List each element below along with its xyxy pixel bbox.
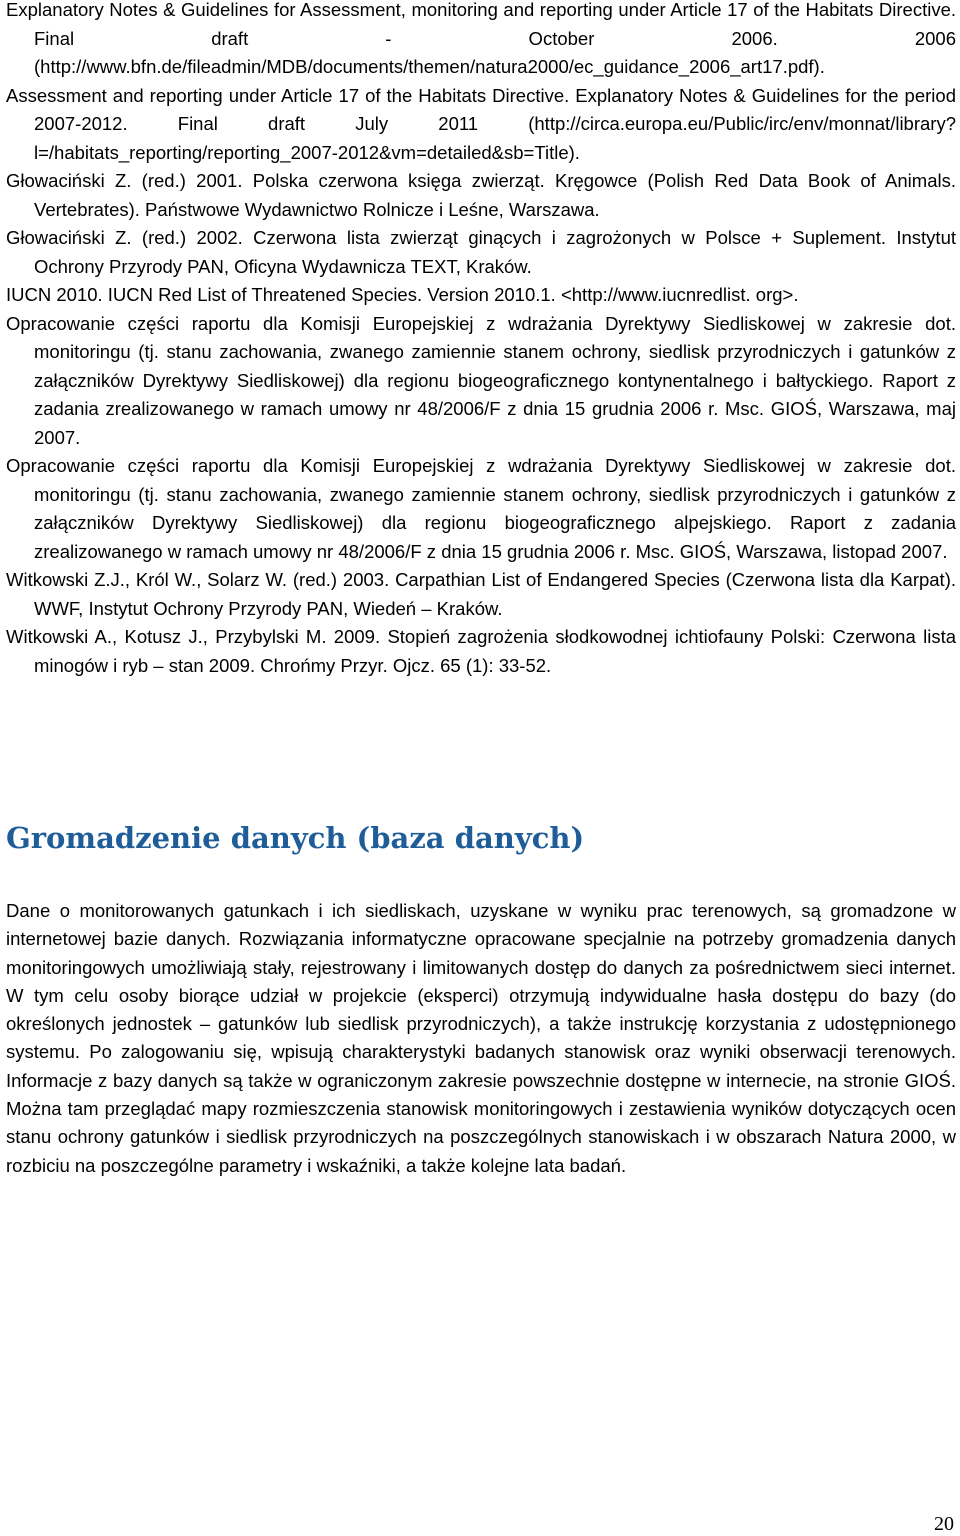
reference-list [6,0,956,680]
section-heading: Gromadzenie danych (baza danych) [6,821,585,855]
reference-item: Assessment and reporting under Article 17 of the Habitats Directive. Explanatory Notes & Guidelines for the period 2007-2012. Final draft July 2011 (http://circa.europa.eu/Public/irc/env/monnat/library?l=/habitats_reporting/reporting_2007-2012&vm=detailed&sb=Title). [6,84,956,163]
reference-item: Opracowanie części raportu dla Komisji Europejskiej z wdrażania Dyrektywy Siedliskowej w zakresie dot. monitoringu (tj. stanu zachowania, zwanego zamiennie stanem ochrony, siedlisk przyrodniczych i gatunków z załączników Dyrektywy Siedliskowej) dla regionu biogeograficznego kontynentalnego i bałtyckiego. Raport z zadania zrealizowanego w ramach umowy nr 48/2006/F z dnia 15 grudnia 2006 r. Msc. GIOŚ, Warszawa, maj 2007. [6,312,956,448]
reference-item: Opracowanie części raportu dla Komisji Europejskiej z wdrażania Dyrektywy Siedliskowej w zakresie dot. monitoringu (tj. stanu zachowania, zwanego zamiennie stanem ochrony, siedlisk przyrodniczych i gatunków z załączników Dyrektywy Siedliskowej) dla regionu biogeograficznego alpejskiego. Raport z zadania zrealizowanego w ramach umowy nr 48/2006/F z dnia 15 grudnia 2006 r. Msc. GIOŚ, Warszawa, listopad 2007. [6,455,956,562]
reference-item: Głowaciński Z. (red.) 2002. Czerwona lista zwierząt ginących i zagrożonych w Polsce + Suplement. Instytut Ochrony Przyrody PAN, Oficyna Wydawnicza TEXT, Kraków. [6,227,956,277]
reference-item: Witkowski Z.J., Król W., Solarz W. (red.) 2003. Carpathian List of Endangered Species (Czerwona lista dla Karpat). WWF, Instytut Ochrony Przyrody PAN, Wiedeń – Kraków. [6,569,956,619]
section-paragraph: Dane o monitorowanych gatunkach i ich siedliskach, uzyskane w wyniku prac terenowych, są gromadzone w internetowej bazie danych. Rozwiązania informatyczne opracowane specjalnie na potrzeby gromadzenia danych monitoringowych umożliwiają stały, rejestrowany i limitowanych dostęp do danych za pośrednictwem sieci internet. W tym celu osoby biorące udział w projekcie (eksperci) otrzymują indywidualne hasła dostępu do bazy (do określonych jednostek – gatunków lub siedlisk przyrodniczych), a także instrukcję korzystania z udostępnionego systemu. Po zalogowaniu się, wpisują charakterystyki badanych stanowisk oraz wyniki obserwacji terenowych. Informacje z bazy danych są także w ograniczonym zakresie powszechnie dostępne w internecie, na stronie GIOŚ. Można tam przeglądać mapy rozmieszczenia stanowisk monitoringowych i zestawienia wyników dotyczących ocen stanu ochrony gatunków i siedlisk przyrodniczych na poszczególnych stanowiskach i w obszarach Natura 2000, w rozbiciu na poszczególne parametry i wskaźniki, a także kolejne lata badań. [6,900,956,1176]
page-number: 20 [934,1513,954,1535]
reference-item: IUCN 2010. IUCN Red List of Threatened Species. Version 2010.1. <http://www.iucnredlist. org>. [6,284,799,305]
reference-item: Głowaciński Z. (red.) 2001. Polska czerwona księga zwierząt. Kręgowce (Polish Red Data Book of Animals. Vertebrates). Państwowe Wydawnictwo Rolnicze i Leśne, Warszawa. [6,170,956,220]
reference-item: Witkowski A., Kotusz J., Przybylski M. 2009. Stopień zagrożenia słodkowodnej ichtiofauny Polski: Czerwona lista minogów i ryb – stan 2009. Chrońmy Przyr. Ojcz. 65 (1): 33-52. [6,626,956,676]
reference-item: Explanatory Notes & Guidelines for Assessment, monitoring and reporting under Article 17 of the Habitats Directive. Final draft - October 2006. 2006 (http://www.bfn.de/fileadmin/MDB/documents/themen/natura2000/ec_guidance_2006_art17.pdf). [6,0,956,77]
